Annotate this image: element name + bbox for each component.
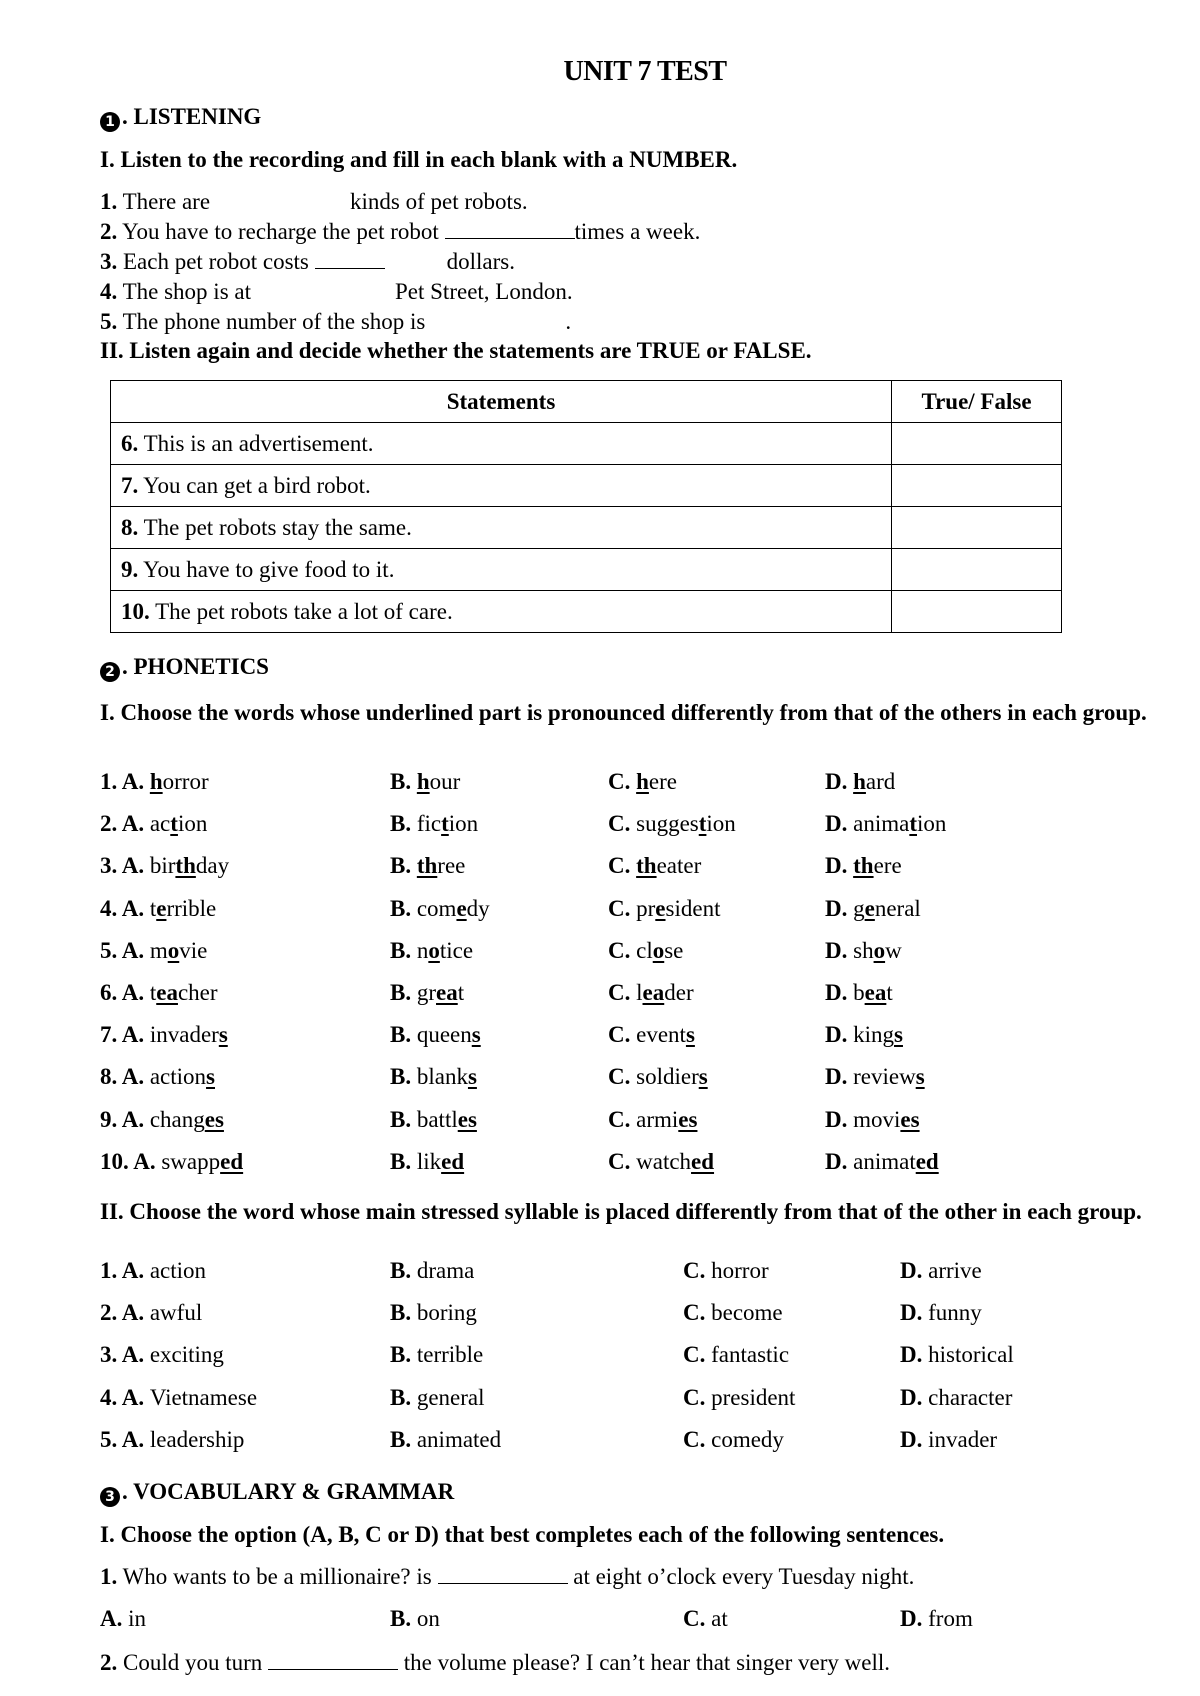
- pron-option[interactable]: [390, 896, 490, 922]
- stress-option[interactable]: [390, 1385, 485, 1411]
- option-label: D.: [900, 1342, 929, 1367]
- option-word: drama: [416, 1258, 475, 1283]
- option-word: watched: [636, 1149, 715, 1174]
- option-word: president: [711, 1385, 796, 1410]
- question-text: Pet Street, London.: [395, 279, 573, 304]
- statement-number: 6.: [121, 430, 139, 456]
- pron-option[interactable]: [608, 769, 677, 795]
- pron-option[interactable]: [100, 1107, 224, 1133]
- statement-cell: [111, 465, 892, 507]
- option-label: D.: [825, 896, 854, 921]
- option-label: B.: [390, 1342, 417, 1367]
- option-label: 2. A.: [100, 1300, 150, 1325]
- statement-cell: [111, 507, 892, 549]
- option-label: D.: [825, 1022, 854, 1047]
- option-label: C.: [608, 853, 637, 878]
- option-word: fiction: [416, 811, 479, 836]
- question-text: Could you turn: [123, 1650, 263, 1675]
- stress-option[interactable]: [900, 1385, 1012, 1411]
- option-label: B.: [390, 1107, 417, 1132]
- section-vocab-heading: 3 . VOCABULARY & GRAMMAR: [100, 1479, 454, 1507]
- column-header-true-false: True/ False: [892, 381, 1062, 423]
- question-number: 3.: [100, 249, 118, 274]
- option-word: blanks: [416, 1064, 477, 1089]
- option-word: general: [853, 896, 921, 921]
- pron-option[interactable]: [608, 938, 683, 964]
- option-word: arrive: [928, 1258, 982, 1283]
- option-label: 5. A.: [100, 938, 150, 963]
- table-row: [111, 591, 1062, 633]
- statement-cell: [111, 591, 892, 633]
- question-number: 2.: [100, 1650, 118, 1675]
- option-label: 5. A.: [100, 1427, 150, 1452]
- pron-option[interactable]: [390, 1149, 464, 1175]
- option-word: awful: [149, 1300, 203, 1325]
- option-word: here: [636, 769, 677, 794]
- option-word: invader: [928, 1427, 998, 1452]
- section-title: LISTENING: [133, 104, 262, 129]
- option-word: action: [149, 811, 208, 836]
- question-text: Who wants to be a millionaire? is: [122, 1564, 432, 1589]
- option-word: fantastic: [711, 1342, 790, 1367]
- option-label: C.: [608, 1022, 637, 1047]
- statement-number: 10.: [121, 598, 150, 624]
- answer-cell[interactable]: [892, 549, 1062, 591]
- question-text: You have to recharge the pet robot: [122, 219, 439, 244]
- pron-option[interactable]: [100, 1149, 243, 1175]
- pron-option[interactable]: [100, 980, 218, 1006]
- option-word: Vietnamese: [149, 1385, 258, 1410]
- option-label: D.: [900, 1385, 929, 1410]
- pron-option[interactable]: [390, 980, 464, 1006]
- option-label: D.: [825, 811, 854, 836]
- question-text: dollars.: [446, 249, 515, 274]
- option-label: C.: [683, 1258, 712, 1283]
- option-label: D.: [825, 853, 854, 878]
- option-label: B.: [390, 1064, 417, 1089]
- option-label: D.: [900, 1427, 929, 1452]
- pron-option[interactable]: [608, 1022, 695, 1048]
- option-label: D.: [825, 938, 854, 963]
- option-word: suggestion: [636, 811, 736, 836]
- option-word: great: [416, 980, 465, 1005]
- question-text: at eight o’clock every Tuesday night.: [573, 1564, 915, 1589]
- question-5: [100, 309, 571, 335]
- option-word: close: [636, 938, 684, 963]
- pron-option[interactable]: [825, 1107, 920, 1133]
- pron-option[interactable]: [825, 811, 946, 837]
- option-label: B.: [390, 938, 417, 963]
- pron-option[interactable]: [100, 811, 207, 837]
- option-label: C.: [683, 1427, 712, 1452]
- option-word: theater: [636, 853, 702, 878]
- option-c[interactable]: [683, 1606, 728, 1632]
- stress-option[interactable]: [390, 1342, 483, 1368]
- question-number: 1.: [100, 189, 118, 214]
- stress-option[interactable]: [100, 1342, 224, 1368]
- statement-text: The pet robots take a lot of care.: [155, 598, 453, 624]
- option-word: animated: [853, 1149, 939, 1174]
- option-word: show: [853, 938, 902, 963]
- option-word: horror: [149, 769, 209, 794]
- option-label: 3. A.: [100, 853, 150, 878]
- section-title: PHONETICS: [133, 654, 269, 679]
- option-label: 9. A.: [100, 1107, 150, 1132]
- option-text: on: [416, 1606, 440, 1631]
- option-label: C.: [683, 1342, 712, 1367]
- option-a[interactable]: [100, 1606, 146, 1632]
- option-d[interactable]: [900, 1606, 973, 1632]
- stress-option[interactable]: [390, 1300, 477, 1326]
- pron-option[interactable]: [825, 1064, 925, 1090]
- option-word: character: [928, 1385, 1013, 1410]
- option-label: D.: [900, 1258, 929, 1283]
- option-label: B.: [390, 1427, 417, 1452]
- option-label: C.: [608, 896, 637, 921]
- question-text: kinds of pet robots.: [350, 189, 528, 214]
- option-word: hard: [853, 769, 896, 794]
- option-word: movie: [149, 938, 208, 963]
- answer-blank[interactable]: [438, 1565, 568, 1584]
- option-label: 1. A.: [100, 1258, 150, 1283]
- stress-option[interactable]: [100, 1385, 257, 1411]
- pron-option[interactable]: [100, 896, 216, 922]
- option-label: B.: [390, 853, 417, 878]
- stress-option[interactable]: [683, 1258, 769, 1284]
- section-title: VOCABULARY & GRAMMAR: [133, 1479, 455, 1504]
- option-label: B.: [390, 980, 417, 1005]
- instruction: I. Choose the option (A, B, C or D) that best completes each of the following sentences.: [100, 1522, 945, 1547]
- answer-cell[interactable]: [892, 465, 1062, 507]
- question-3: [100, 249, 515, 275]
- option-word: reviews: [853, 1064, 925, 1089]
- stress-option[interactable]: [390, 1427, 501, 1453]
- option-word: president: [636, 896, 721, 921]
- statement-cell: [111, 549, 892, 591]
- statement-text: You have to give food to it.: [143, 556, 395, 582]
- option-label: B.: [390, 1385, 417, 1410]
- pron-option[interactable]: [608, 811, 736, 837]
- vocab-question-1: [100, 1564, 914, 1590]
- option-word: liked: [416, 1149, 465, 1174]
- option-word: terrible: [149, 896, 217, 921]
- option-word: exciting: [149, 1342, 224, 1367]
- statement-number: 8.: [121, 514, 139, 540]
- option-text: at: [711, 1606, 728, 1631]
- pron-option[interactable]: [608, 1149, 714, 1175]
- statement-text: You can get a bird robot.: [143, 472, 371, 498]
- option-word: swapped: [161, 1149, 244, 1174]
- question-number: 5.: [100, 309, 118, 334]
- statement-text: This is an advertisement.: [143, 430, 374, 456]
- option-label: 7. A.: [100, 1022, 150, 1047]
- pron-option[interactable]: [825, 938, 902, 964]
- option-label: B.: [390, 1149, 417, 1174]
- section-phonetics-heading: 2 . PHONETICS: [100, 654, 269, 682]
- pron-option[interactable]: [608, 1064, 708, 1090]
- option-word: events: [636, 1022, 695, 1047]
- pron-option[interactable]: [608, 1107, 697, 1133]
- question-text: times a week.: [574, 219, 701, 244]
- option-word: comedy: [416, 896, 490, 921]
- option-word: movies: [853, 1107, 920, 1132]
- option-word: general: [416, 1385, 485, 1410]
- option-word: armies: [636, 1107, 698, 1132]
- option-label: D.: [825, 1149, 854, 1174]
- table-row: [111, 549, 1062, 591]
- column-header-statements: Statements: [111, 381, 892, 423]
- instruction: II. Listen again and decide whether the statements are TRUE or FALSE.: [100, 338, 812, 363]
- instruction: I. Listen to the recording and fill in each blank with a NUMBER.: [100, 147, 738, 172]
- answer-cell[interactable]: [892, 507, 1062, 549]
- option-label: B.: [390, 1606, 412, 1631]
- option-label: D.: [825, 769, 854, 794]
- stress-option[interactable]: [100, 1258, 206, 1284]
- option-word: kings: [853, 1022, 903, 1047]
- stress-option[interactable]: [900, 1342, 1014, 1368]
- option-label: C.: [608, 811, 637, 836]
- pron-option[interactable]: [390, 938, 473, 964]
- stress-option[interactable]: [390, 1258, 474, 1284]
- option-word: there: [853, 853, 902, 878]
- option-word: horror: [711, 1258, 769, 1283]
- section-listening-heading: 1 . LISTENING: [100, 104, 261, 132]
- option-word: become: [711, 1300, 783, 1325]
- question-number: 4.: [100, 279, 118, 304]
- table-row: [111, 423, 1062, 465]
- table-row: [111, 465, 1062, 507]
- option-label: B.: [390, 811, 417, 836]
- option-label: 10. A.: [100, 1149, 162, 1174]
- instruction: I. Choose the words whose underlined part is pronounced differently from that of the others in each group.: [100, 700, 1147, 725]
- stress-option[interactable]: [683, 1342, 789, 1368]
- question-text: the volume please? I can’t hear that singer very well.: [403, 1650, 890, 1675]
- section-number-badge: 3: [100, 1487, 120, 1507]
- table-row: [111, 507, 1062, 549]
- option-word: animation: [853, 811, 947, 836]
- table-header-row: [111, 381, 1062, 423]
- question-text: .: [565, 309, 572, 334]
- stress-option[interactable]: [683, 1385, 795, 1411]
- option-word: three: [416, 853, 466, 878]
- stress-option[interactable]: [683, 1427, 784, 1453]
- pron-option[interactable]: [390, 1107, 477, 1133]
- option-label: 8. A.: [100, 1064, 150, 1089]
- question-4: [100, 279, 573, 305]
- option-word: invaders: [149, 1022, 228, 1047]
- option-word: terrible: [416, 1342, 484, 1367]
- option-word: boring: [416, 1300, 477, 1325]
- option-label: C.: [608, 1107, 637, 1132]
- pron-option[interactable]: [825, 853, 902, 879]
- option-label: B.: [390, 769, 417, 794]
- pron-option[interactable]: [608, 853, 701, 879]
- question-text: There are: [122, 189, 211, 214]
- stress-option[interactable]: [100, 1300, 202, 1326]
- option-label: 2. A.: [100, 811, 150, 836]
- true-false-table: [110, 380, 1062, 633]
- option-label: C.: [683, 1606, 706, 1631]
- option-label: C.: [608, 1149, 637, 1174]
- option-word: queens: [416, 1022, 481, 1047]
- option-label: D.: [825, 1064, 854, 1089]
- option-label: C.: [683, 1300, 712, 1325]
- pron-option[interactable]: [825, 980, 893, 1006]
- pron-option[interactable]: [825, 1022, 903, 1048]
- option-label: C.: [683, 1385, 712, 1410]
- stress-option[interactable]: [683, 1300, 783, 1326]
- section-number-badge: 1: [100, 112, 120, 132]
- pron-option[interactable]: [390, 853, 465, 879]
- option-label: A.: [100, 1606, 123, 1631]
- option-word: leadership: [149, 1427, 245, 1452]
- option-text: from: [928, 1606, 973, 1631]
- instruction: II. Choose the word whose main stressed syllable is placed differently from that of the other in each group.: [100, 1199, 1142, 1224]
- option-label: C.: [608, 938, 637, 963]
- answer-blank[interactable]: [445, 220, 575, 239]
- answer-cell[interactable]: [892, 591, 1062, 633]
- pron-option[interactable]: [390, 811, 478, 837]
- pron-option[interactable]: [825, 896, 921, 922]
- pron-option[interactable]: [100, 769, 209, 795]
- option-label: B.: [390, 1022, 417, 1047]
- stress-option[interactable]: [900, 1300, 982, 1326]
- option-word: teacher: [149, 980, 218, 1005]
- option-label: C.: [608, 980, 637, 1005]
- pron-option[interactable]: [100, 938, 207, 964]
- option-label: 4. A.: [100, 1385, 150, 1410]
- option-word: actions: [149, 1064, 215, 1089]
- option-word: battles: [416, 1107, 477, 1132]
- option-word: animated: [416, 1427, 502, 1452]
- pron-option[interactable]: [825, 1149, 939, 1175]
- question-text: The phone number of the shop is: [122, 309, 426, 334]
- option-word: notice: [416, 938, 474, 963]
- option-label: 6. A.: [100, 980, 150, 1005]
- question-1: [100, 189, 528, 215]
- pron-option[interactable]: [390, 1064, 477, 1090]
- statement-number: 7.: [121, 472, 139, 498]
- option-word: beat: [853, 980, 893, 1005]
- option-word: funny: [928, 1300, 982, 1325]
- option-label: B.: [390, 1300, 417, 1325]
- option-word: action: [149, 1258, 207, 1283]
- page-title: UNIT 7 TEST: [563, 56, 727, 87]
- question-number: 1.: [100, 1564, 118, 1589]
- option-word: leader: [636, 980, 694, 1005]
- option-word: soldiers: [636, 1064, 708, 1089]
- option-label: D.: [900, 1606, 923, 1631]
- option-label: C.: [608, 769, 637, 794]
- question-2: [100, 219, 700, 245]
- option-label: 4. A.: [100, 896, 150, 921]
- option-label: B.: [390, 1258, 417, 1283]
- option-b[interactable]: [390, 1606, 440, 1632]
- option-label: D.: [900, 1300, 929, 1325]
- option-word: hour: [416, 769, 461, 794]
- option-label: C.: [608, 1064, 637, 1089]
- option-text: in: [128, 1606, 147, 1631]
- option-word: comedy: [711, 1427, 784, 1452]
- option-label: B.: [390, 896, 417, 921]
- option-word: changes: [149, 1107, 224, 1132]
- option-label: D.: [825, 1107, 854, 1132]
- pron-option[interactable]: [100, 1064, 215, 1090]
- option-label: 1. A.: [100, 769, 150, 794]
- answer-blank[interactable]: [315, 250, 385, 269]
- answer-blank[interactable]: [268, 1651, 398, 1670]
- stress-option[interactable]: [900, 1427, 997, 1453]
- option-label: D.: [825, 980, 854, 1005]
- section-number-badge: 2: [100, 662, 120, 682]
- statement-cell: [111, 423, 892, 465]
- option-word: birthday: [149, 853, 230, 878]
- pron-option[interactable]: [825, 769, 895, 795]
- option-label: 3. A.: [100, 1342, 150, 1367]
- stress-option[interactable]: [900, 1258, 982, 1284]
- pron-option[interactable]: [608, 896, 720, 922]
- pron-option[interactable]: [608, 980, 694, 1006]
- stress-option[interactable]: [100, 1427, 244, 1453]
- option-word: historical: [928, 1342, 1014, 1367]
- answer-cell[interactable]: [892, 423, 1062, 465]
- question-text: Each pet robot costs: [123, 249, 309, 274]
- question-number: 2.: [100, 219, 118, 244]
- pron-option[interactable]: [390, 769, 460, 795]
- statement-text: The pet robots stay the same.: [143, 514, 412, 540]
- statement-number: 9.: [121, 556, 139, 582]
- vocab-question-2: [100, 1650, 890, 1676]
- pron-option[interactable]: [100, 1022, 228, 1048]
- pron-option[interactable]: [100, 853, 229, 879]
- pron-option[interactable]: [390, 1022, 481, 1048]
- question-text: The shop is at: [122, 279, 251, 304]
